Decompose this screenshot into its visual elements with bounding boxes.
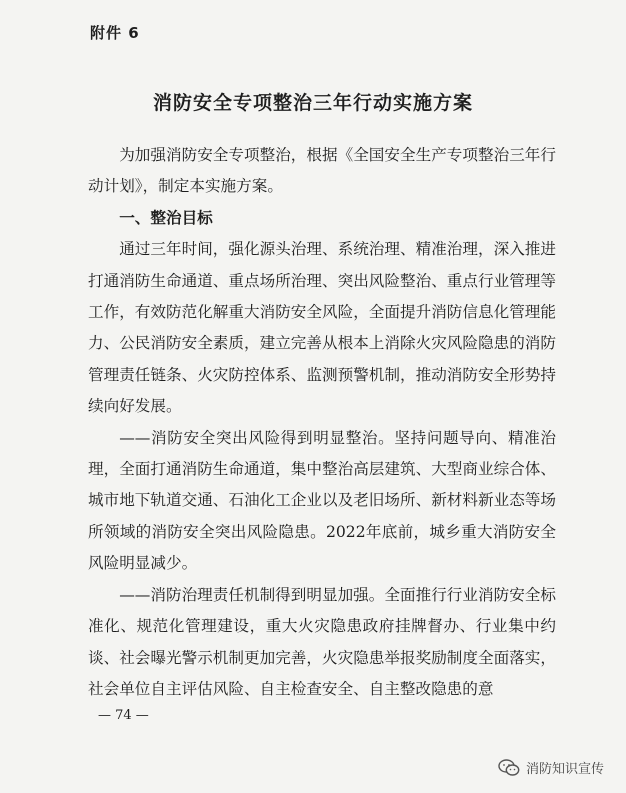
attachment-label: 附件 6 xyxy=(90,24,140,42)
section-heading: 一、整治目标 xyxy=(119,208,213,227)
wechat-icon xyxy=(498,759,520,777)
body-paragraph: ——消防治理责任机制得到明显加强。全面推行行业消防安全标准化、规范化管理建设，重大火灾隐患政府挂牌督办、行业集中约谈、社会曝光警示机制更加完善，火灾隐患举报奖励制度全面落实，社会单位自主评估风险、自主检查安全、自主整改隐患的意 xyxy=(88,585,556,698)
wechat-watermark xyxy=(498,758,604,777)
intro-paragraph: 为加强消防安全专项整治，根据《全国安全生产专项整治三年行动计划》，制定本实施方案。 xyxy=(88,146,556,196)
page-number: — 74 — xyxy=(98,708,149,723)
document-body xyxy=(88,140,556,705)
document-title: 消防安全专项整治三年行动实施方案 xyxy=(152,92,473,114)
body-paragraph: 通过三年时间，强化源头治理、系统治理、精准治理，深入推进打通消防生命通道、重点场所治理、突出风险整治、重点行业管理等工作，有效防范化解重大消防安全风险，全面提升消防信息化管理能力、公民消防安全素质，建立完善从根本上消除火灾风险隐患的消防管理责任链条、火灾防控体系、监测预警机制，推动消防安全形势持续向好发展。 xyxy=(88,240,556,416)
watermark-text: 消防知识宣传 xyxy=(525,762,604,777)
body-paragraph: ——消防安全突出风险得到明显整治。坚持问题导向、精准治理，全面打通消防生命通道，集中整治高层建筑、大型商业综合体、城市地下轨道交通、石油化工企业以及老旧场所、新材料新业态等场所领域的消防安全突出风险隐患。2022年底前，城乡重大消防安全风险明显减少。 xyxy=(88,428,556,573)
